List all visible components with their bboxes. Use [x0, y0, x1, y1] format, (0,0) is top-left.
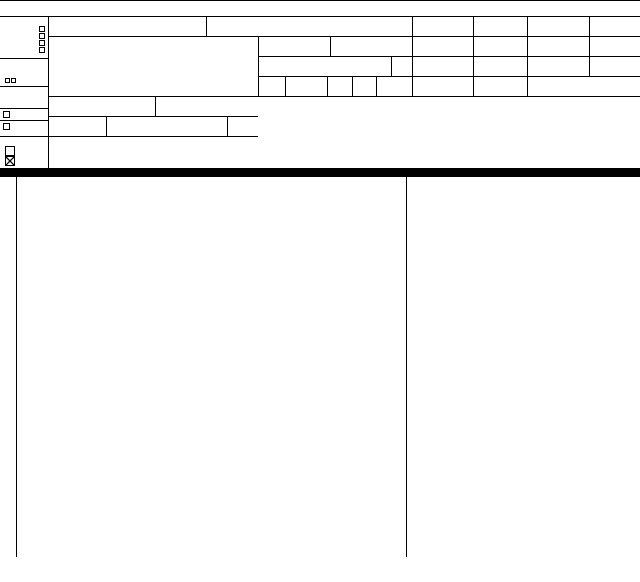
call-ready-options	[5, 78, 16, 84]
save-parts-no	[3, 123, 10, 130]
terms-other-checkbox[interactable]	[39, 47, 45, 53]
barcode-icon	[58, 528, 210, 545]
terms-cash-checkbox[interactable]	[39, 26, 45, 32]
terms-credit-checkbox[interactable]	[39, 33, 45, 39]
terms-check-checkbox[interactable]	[39, 40, 45, 46]
appointment-no[interactable]	[5, 156, 15, 167]
x-mark-icon	[6, 157, 14, 165]
job-bar	[0, 168, 640, 177]
save-parts-yes	[3, 111, 10, 118]
